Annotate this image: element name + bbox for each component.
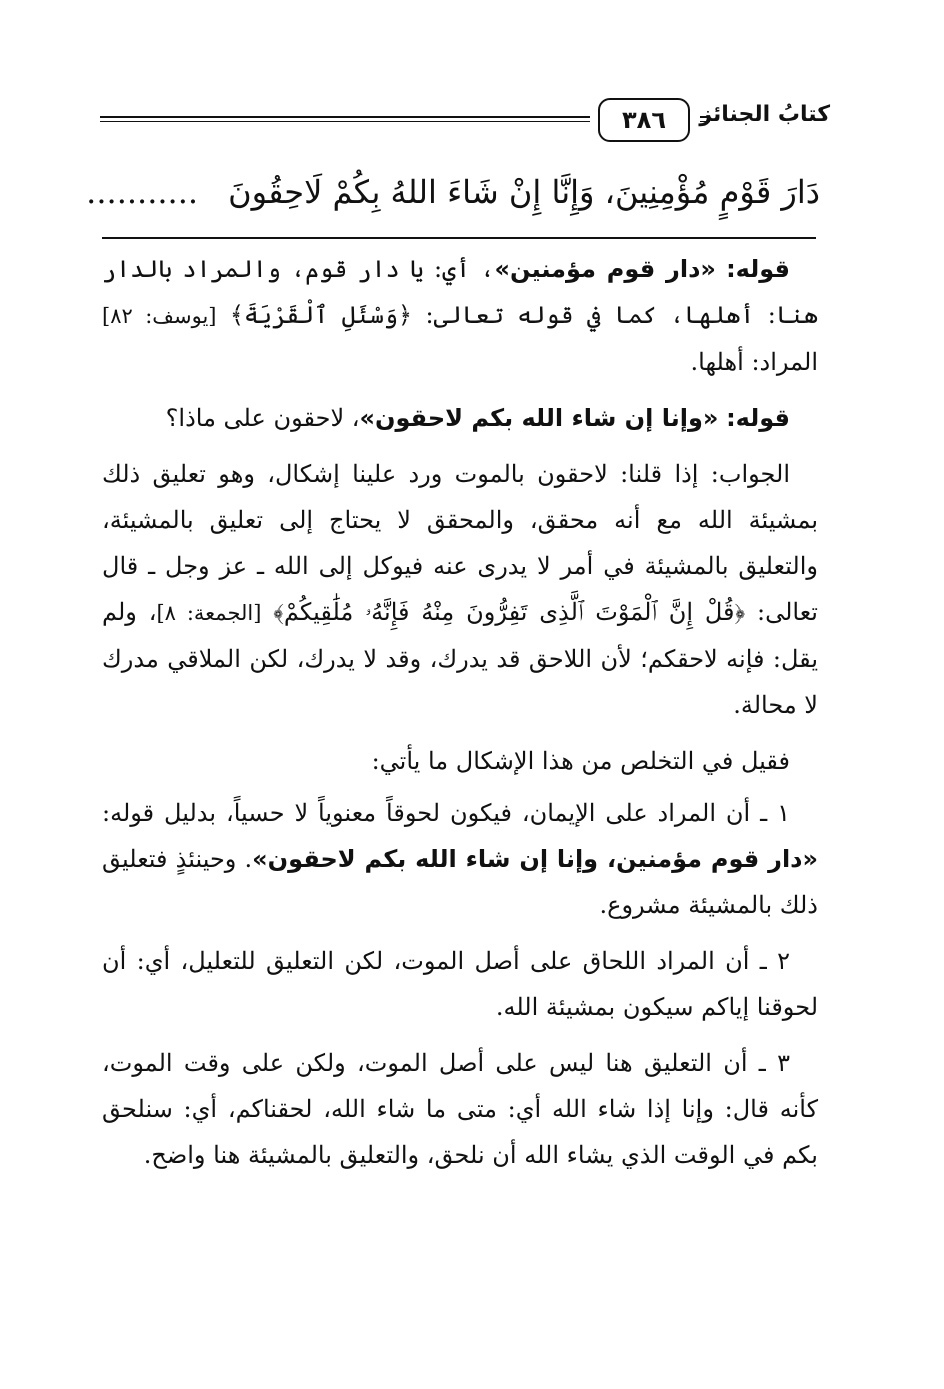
paragraph-6 [102, 938, 818, 1030]
paragraph-7 [102, 1040, 818, 1178]
page-number: ٣٨٦ [598, 98, 690, 142]
hadith-text-line [86, 160, 820, 224]
paragraph-2-lead: قوله: [726, 404, 790, 432]
hadith-divider [102, 237, 816, 239]
paragraph-5 [102, 790, 818, 928]
hadith-text: دَارَ قَوْمٍ مُؤْمِنِينَ، وَإِنَّا إِنْ شَاءَ اللهُ بِكُمْ لَاحِقُونَ [228, 173, 820, 211]
paragraph-5-text2: . وحينئذٍ فتعليق ذلك بالمشيئة مشروع. [102, 845, 818, 919]
commentary-body [102, 246, 818, 1188]
header-rule-right [700, 116, 710, 122]
paragraph-2-quote: «وإنا إن شاء الله بكم لاحقون» [359, 404, 719, 432]
paragraph-1-text2: المراد: أهلها. [690, 348, 818, 376]
paragraph-2 [102, 395, 818, 441]
paragraph-6-text: ٢ ـ أن المراد اللحاق على أصل الموت، لكن التعليق للتعليل، أي: أن لحوقنا إياكم سيكون بمشيئة الله. [102, 947, 818, 1021]
paragraph-5-quote: «دار قوم مؤمنين، وإنا إن شاء الله بكم لاحقون» [252, 845, 818, 873]
paragraph-3-text1: الجواب: إذا قلنا: لاحقون بالموت ورد علينا إشكال، وهو تعليق ذلك بمشيئة الله مع أنه محقق، والمحقق لا يحتاج إلى تعليق بالمشيئة، والتعليق بالمشيئة في أمر لا يدرى عنه فيوكل إلى الله ـ عز وجل ـ قال تعالى: [102, 460, 818, 626]
paragraph-1 [102, 246, 818, 385]
paragraph-1-ayah: ﴿وَسْئَلِ ٱلْقَرْيَةَ﴾ [229, 301, 413, 329]
paragraph-4-text: فقيل في التخلص من هذا الإشكال ما يأتي: [371, 747, 790, 775]
header-rule-left [100, 116, 590, 122]
paragraph-4 [102, 738, 818, 784]
paragraph-1-ref: [يوسف: ٨٢] [102, 304, 217, 328]
paragraph-3-ayah: ﴿قُلْ إِنَّ ٱلْمَوْتَ ٱلَّذِى تَفِرُّونَ مِنْهُ فَإِنَّهُۥ مُلَٰقِيكُمْ﴾ [273, 598, 746, 626]
paragraph-1-quote: «دار قوم مؤمنين» [494, 255, 716, 283]
paragraph-7-text: ٣ ـ أن التعليق هنا ليس على أصل الموت، ولكن على وقت الموت، كأنه قال: وإنا إذا شاء الله أي: متى ما شاء الله، لحقناكم، أي: سنلحق بكم في الوقت الذي يشاء الله أن نلحق، والتعليق بالمشيئة هنا واضح. [102, 1049, 818, 1169]
paragraph-2-text: ، لاحقون على ماذا؟ [165, 404, 360, 432]
paragraph-5-text1: ١ ـ أن المراد على الإيمان، فيكون لحوقاً معنوياً لا حسياً، بدليل قوله: [102, 799, 790, 827]
chapter-title: كتابُ الجنائز [699, 102, 830, 127]
paragraph-3 [102, 451, 818, 728]
paragraph-1-lead: قوله: [726, 255, 791, 283]
paragraph-3-ref: [الجمعة: ٨] [156, 601, 262, 625]
paragraph-1-text1: ، أي: يا دار قوم، والمراد بالدار هنا: أهلها، كما في قوله تعالى: [102, 255, 818, 329]
hadith-dots: ........... [86, 173, 199, 211]
page-header [100, 98, 830, 148]
paragraph-3-text2: ، ولم يقل: فإنه لاحقكم؛ لأن اللاحق قد يدرك، وقد لا يدرك، لكن الملاقي مدرك لا محالة. [102, 598, 818, 719]
